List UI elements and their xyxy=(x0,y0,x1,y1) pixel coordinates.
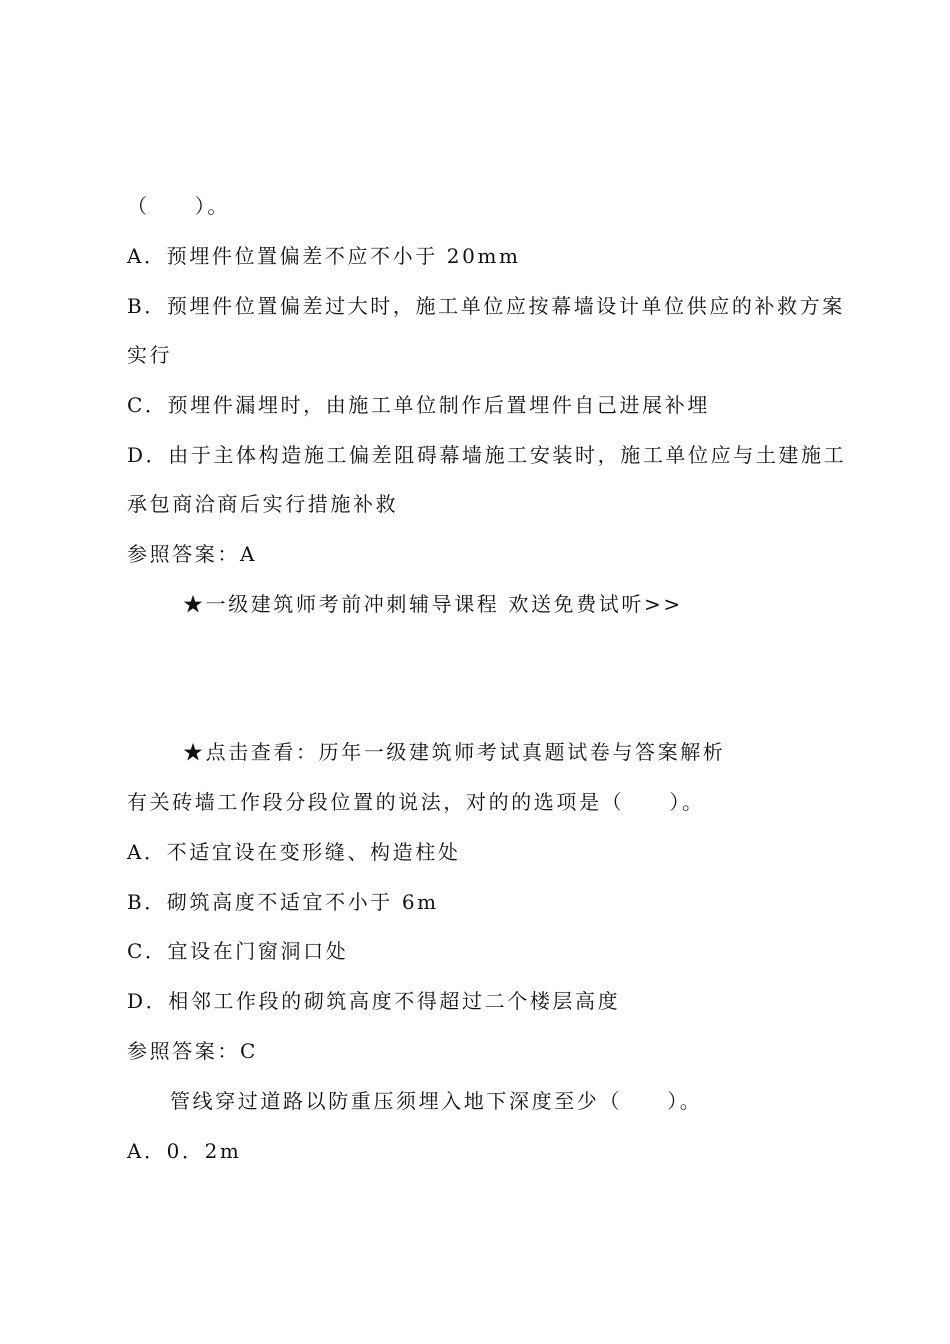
exam-link[interactable]: ★点击查看：历年一级建筑师考试真题试卷与答案解析 xyxy=(183,740,726,764)
answer: 参照答案：A xyxy=(127,542,258,566)
q2-option-d: D．相邻工作段的砌筑高度不得超过二个楼层高度 xyxy=(127,989,621,1013)
question-3: 管线穿过道路以防重压须埋入地下深度至少（ ）。 xyxy=(170,1089,703,1113)
question-2: 有关砖墙工作段分段位置的说法，对的的选项是（ ）。 xyxy=(127,790,705,814)
q2-option-b: B．砌筑高度不适宜不小于 6m xyxy=(127,890,439,914)
option-d-continued: 承包商洽商后实行措施补救 xyxy=(127,492,399,516)
q2-answer: 参照答案：C xyxy=(127,1039,258,1063)
option-c: C．预埋件漏埋时，由施工单位制作后置埋件自己进展补埋 xyxy=(127,393,710,417)
q2-option-a: A．不适宜设在变形缝、构造柱处 xyxy=(127,840,461,864)
option-a: A．预埋件位置偏差不应不小于 20mm xyxy=(127,244,521,268)
option-b: B．预埋件位置偏差过大时，施工单位应按幕墙设计单位供应的补救方案 xyxy=(127,294,845,318)
option-d: D．由于主体构造施工偏差阻碍幕墙施工安装时，施工单位应与土建施工 xyxy=(127,443,847,467)
q3-option-a: A．0．2m xyxy=(127,1139,242,1163)
course-link[interactable]: ★一级建筑师考前冲刺辅导课程 欢送免费试听>> xyxy=(183,592,683,616)
option-b-continued: 实行 xyxy=(127,343,173,367)
q2-option-c: C．宜设在门窗洞口处 xyxy=(127,939,349,963)
question-tail: （ ）。 xyxy=(127,194,230,218)
